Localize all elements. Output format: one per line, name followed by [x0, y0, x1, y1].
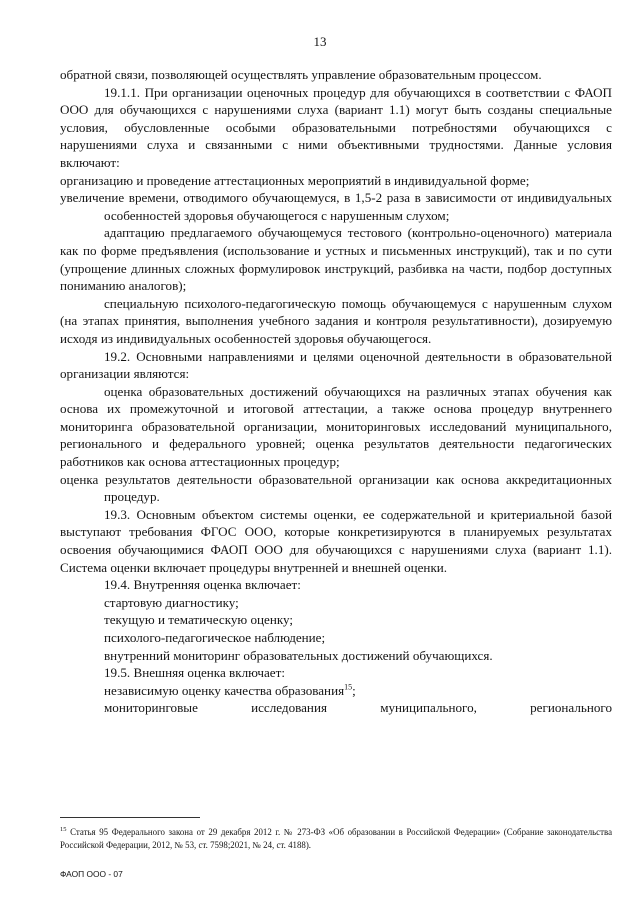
direction-item-organization: оценка результатов деятельности образовательной организации как основа аккредитационных процедур.	[60, 471, 612, 505]
document-code: ФАОП ООО - 07	[60, 869, 123, 879]
condition-item-special-help: специальную психолого-педагогическую помощь обучающемуся с нарушенным слухом (на этапах принятия, выполнения учебного задания и контроля результативности), дозируемую исходя из индивидуальных особенностей здоровья обучающегося.	[60, 295, 612, 346]
paragraph-19-3: 19.3. Основным объектом системы оценки, ее содержательной и критериальной базой выступают требования ФГОС ООО, которые конкретизируются в планируемых результатах освоения обучающимися ФАОП ООО для обучающихся с нарушениями слуха (вариант 1.1). Система оценки включает процедуры внутренней и внешней оценки.	[60, 506, 612, 575]
footnote	[60, 826, 612, 851]
main-text	[60, 66, 612, 717]
footnote-reference[interactable]: 15	[344, 682, 353, 692]
condition-item-individual-form: организацию и проведение аттестационных мероприятий в индивидуальной форме;	[60, 172, 530, 188]
internal-item-monitoring: внутренний мониторинг образовательных достижений обучающихся.	[104, 647, 493, 663]
paragraph-19-4: 19.4. Внутренняя оценка включает:	[104, 577, 301, 593]
condition-item-adaptation: адаптацию предлагаемого обучающемуся тестового (контрольно-оценочного) материала как по форме предъявления (использование и устных и письменных инструкций), так и по сути (упрощение длинных сложных формулировок инструкций, разбивка на части, подбор доступных пониманию аналогов);	[60, 225, 612, 294]
paragraph-continuation: обратной связи, позволяющей осуществлять управление образовательным процессом.	[60, 67, 542, 82]
footnote-text: Статья 95 Федерального закона от 29 декабря 2012 г. № 273-ФЗ «Об образовании в Российской Федерации» (Собрание законодательства Российской Федерации, 2012, № 53, ст. 7598;2021, № 24, ст. 4188).	[60, 827, 613, 850]
internal-item-observation: психолого-педагогическое наблюдение;	[104, 630, 326, 645]
paragraph-19-1-1: 19.1.1. При организации оценочных процедур для обучающихся в соответствии с ФАОП ООО для обучающихся с нарушениями слуха (вариант 1.1) могут быть созданы специальные условия, обусловленные особыми образовательными потребностями обучающихся с нарушениями слуха и связанными с ними объективными трудностями. Данные условия включают:	[60, 84, 612, 170]
internal-item-start: стартовую диагностику;	[104, 594, 239, 610]
internal-item-current: текущую и тематическую оценку;	[104, 612, 294, 628]
external-item-independent-text: независимую оценку качества образования	[104, 682, 345, 698]
paragraph-19-5: 19.5. Внешняя оценка включает:	[104, 665, 285, 681]
paragraph-19-2: 19.2. Основными направлениями и целями оценочной деятельности в образовательной организации являются:	[60, 348, 612, 382]
footnote-marker: 15	[60, 826, 67, 834]
condition-item-extra-time: увеличение времени, отводимого обучающемуся, в 1,5-2 раза в зависимости от индивидуальных особенностей здоровья обучающегося с нарушенным слухом;	[60, 190, 612, 223]
external-item-monitoring: мониторинговые исследования муниципального, регионального	[104, 700, 612, 716]
external-item-independent	[60, 682, 612, 700]
page-number: 13	[313, 34, 327, 49]
footnote-reference-suffix: ;	[352, 682, 356, 698]
footnote-divider	[60, 817, 200, 818]
direction-item-achievements: оценка образовательных достижений обучающихся на различных этапах обучения как основа их промежуточной и итоговой аттестации, а также основа процедур внутреннего мониторинга образовательной организации, мониторинговых исследований муниципального, регионального и федерального уровней; оценка результатов деятельности педагогических работников как основа аттестационных процедур;	[60, 383, 612, 470]
